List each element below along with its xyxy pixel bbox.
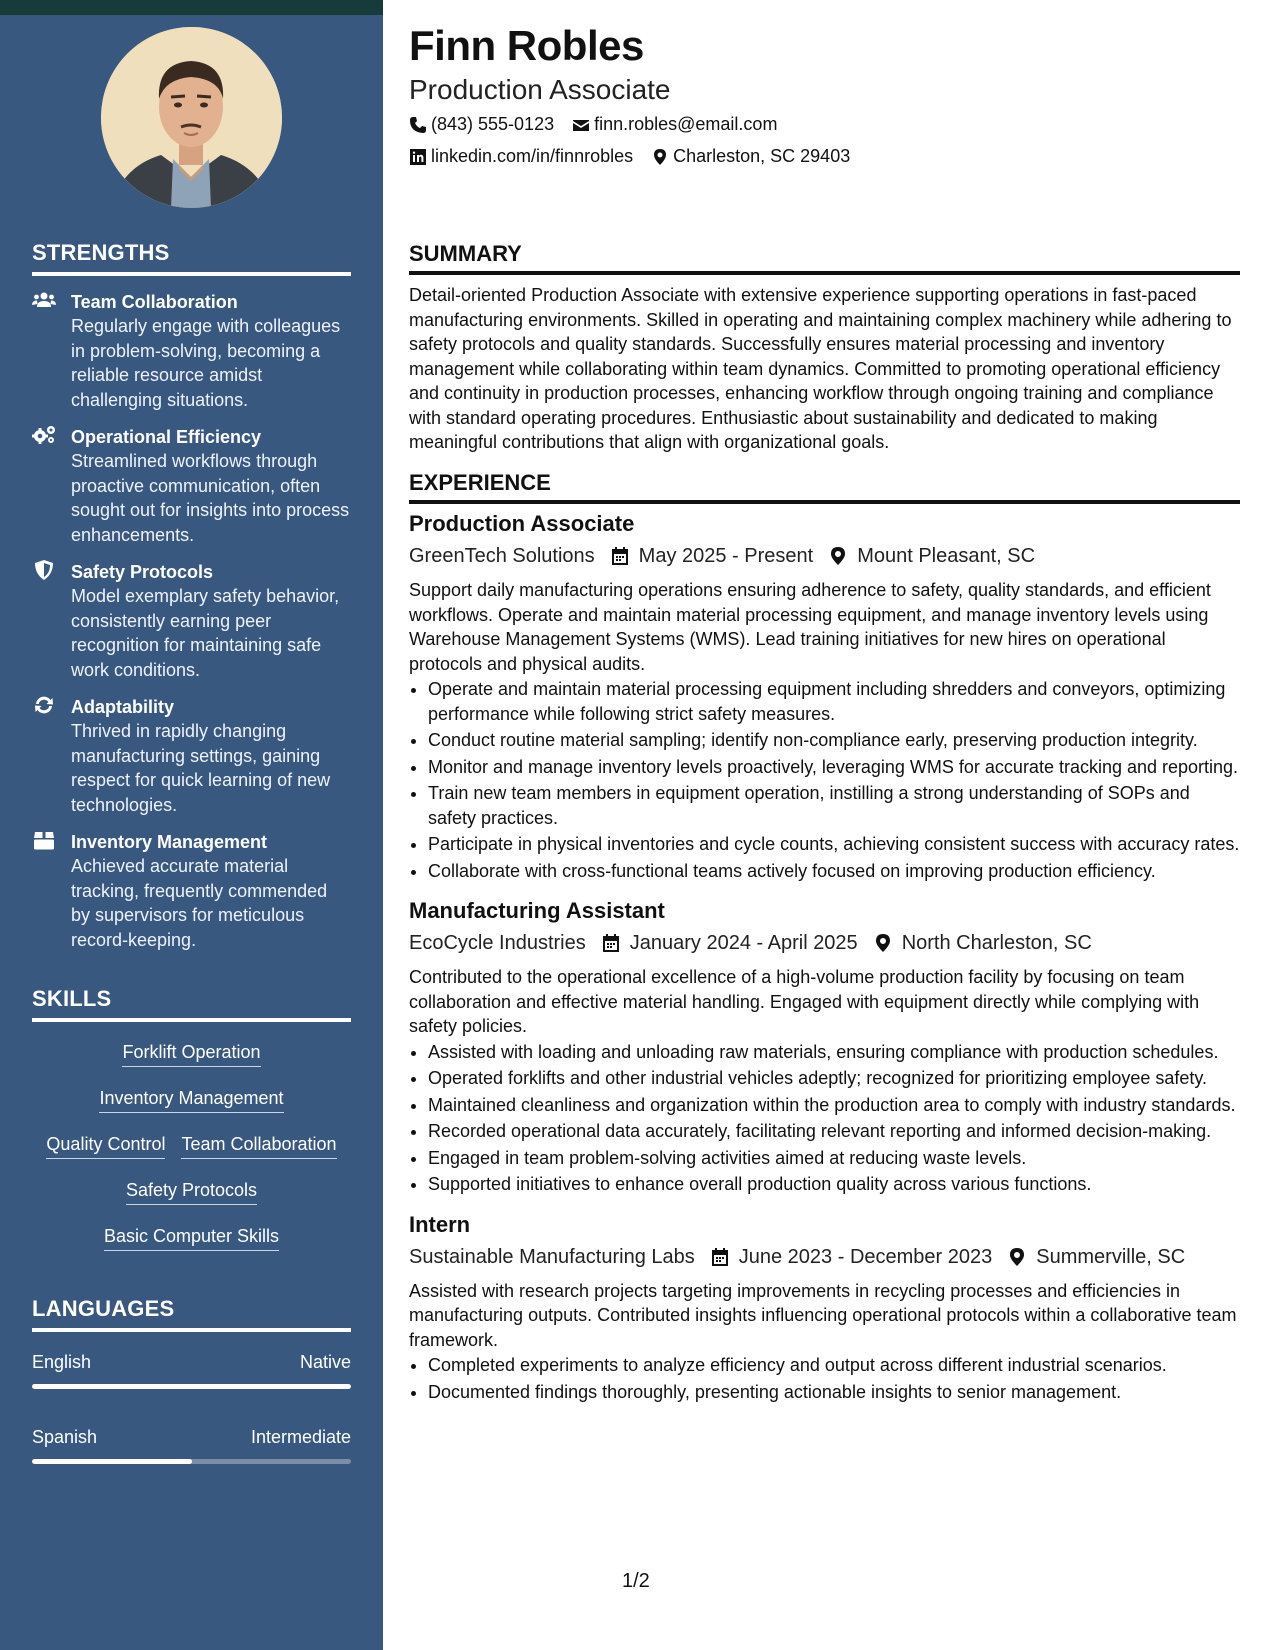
contact-email[interactable]: [572, 114, 777, 135]
strength-item: [32, 830, 351, 952]
map-pin-icon: [1008, 1247, 1026, 1267]
strength-desc: Streamlined workflows through proactive communication, often sought out for insights into process enhancements.: [71, 451, 350, 545]
users-icon: [32, 290, 58, 312]
language-bar-fill: [32, 1384, 351, 1389]
contact-row: [409, 146, 868, 167]
shield-icon: [32, 560, 58, 582]
job-bullet: • Engaged in team problem-solving activities aimed at reducing waste levels.: [428, 1146, 1240, 1171]
job-dates: June 2023 - December 2023: [738, 1245, 993, 1268]
job-bullets: [409, 677, 1240, 883]
job-bullet: • Operated forklifts and other industrial vehicles adeptly; recognized for prioritizing employee safety.: [428, 1066, 1240, 1091]
job-bullet: • Maintained cleanliness and organization within the production area to comply with industry standards.: [428, 1093, 1240, 1118]
box-icon: [32, 830, 58, 852]
strength-title: Inventory Management: [71, 832, 268, 852]
contact-linkedin[interactable]: [409, 146, 633, 167]
skill-tag: Basic Computer Skills: [104, 1224, 279, 1251]
phone-icon: [409, 116, 427, 134]
language-bar: [32, 1384, 351, 1389]
job-bullet: • Completed experiments to analyze efficiency and output across different industrial scenarios.: [428, 1353, 1240, 1378]
job-description: Contributed to the operational excellence of a high-volume production facility by focusing on team collaboration and effective material handling. Engaged with equipment directly while complying with safety policies.: [409, 967, 1200, 1036]
job-company: GreenTech Solutions: [409, 545, 595, 567]
skill-row: [32, 1178, 351, 1224]
strengths-section: [32, 240, 351, 965]
email-text[interactable]: finn.robles@email.com: [594, 114, 778, 134]
job-bullet: • Assisted with loading and unloading raw materials, ensuring compliance with production schedules.: [428, 1040, 1240, 1065]
job-entry: [409, 510, 1240, 883]
linkedin-icon: [409, 148, 427, 166]
summary-heading: SUMMARY: [409, 241, 1240, 275]
job-dates: May 2025 - Present: [638, 545, 814, 567]
location-text: Charleston, SC 29403: [673, 146, 851, 166]
candidate-name: Finn Robles: [409, 22, 644, 69]
strength-title: Operational Efficiency: [71, 427, 262, 447]
strength-item: [32, 560, 351, 682]
envelope-icon: [572, 116, 590, 134]
job-dates: January 2024 - April 2025: [629, 932, 858, 954]
page-number: 1/2: [622, 1570, 650, 1592]
skill-tag: Inventory Management: [99, 1086, 283, 1113]
job-location-wrap: [1008, 1243, 1185, 1271]
skill-row: [32, 1086, 351, 1132]
contact-row: [409, 114, 795, 135]
experience-heading: EXPERIENCE: [409, 470, 1240, 504]
strength-title: Team Collaboration: [71, 292, 238, 312]
job-role: Manufacturing Assistant: [409, 898, 665, 923]
strengths-heading: STRENGTHS: [32, 240, 351, 276]
map-pin-icon: [829, 546, 847, 566]
strength-item: [32, 425, 351, 547]
skill-row: [32, 1224, 351, 1270]
skill-tag: Forklift Operation: [122, 1040, 260, 1067]
language-item: [32, 1425, 351, 1464]
strength-title: Safety Protocols: [71, 562, 214, 582]
job-bullet: • Collaborate with cross-functional teams actively focused on improving production efficiency.: [428, 859, 1240, 884]
job-bullet: • Recorded operational data accurately, facilitating relevant reporting and informed decision-making.: [428, 1119, 1240, 1144]
job-bullet: • Supported initiatives to enhance overall production quality across various functions.: [428, 1172, 1240, 1197]
job-bullets: [409, 1040, 1240, 1197]
map-pin-icon: [651, 148, 669, 166]
job-description: Assisted with research projects targeting improvements in recycling processes and efficiencies in manufacturing outputs. Contributed insights influencing operational protocols within a collaborative team framework.: [409, 1280, 1237, 1350]
job-location-wrap: [874, 929, 1092, 957]
strength-item: [32, 695, 351, 817]
skills-section: [32, 986, 351, 1270]
skill-row: [32, 1040, 351, 1086]
job-location-wrap: [829, 542, 1035, 570]
job-bullet: • Documented findings thoroughly, presenting actionable insights to senior management.: [428, 1380, 1240, 1405]
language-name: English: [32, 1352, 92, 1372]
languages-heading: LANGUAGES: [32, 1296, 351, 1332]
job-meta: [409, 929, 1240, 957]
profile-photo: [101, 27, 282, 208]
job-meta: [409, 1243, 1240, 1271]
job-bullet: • Operate and maintain material processing equipment including shredders and conveyors, optimizing performance while following strict safety measures.: [428, 677, 1240, 726]
gears-icon: [32, 425, 58, 447]
calendar-icon: [711, 1247, 729, 1267]
language-item: [32, 1350, 351, 1389]
job-bullets: [409, 1353, 1240, 1404]
strength-desc: Regularly engage with colleagues in problem-solving, becoming a reliable resource amidst challenging situations.: [71, 316, 341, 410]
candidate-title: Production Associate: [409, 74, 671, 105]
job-meta: [409, 542, 1240, 570]
job-dates-wrap: [711, 1243, 993, 1271]
sidebar: [0, 0, 383, 1650]
calendar-icon: [611, 546, 629, 566]
strength-desc: Model exemplary safety behavior, consistently earning peer recognition for maintaining safe work conditions.: [71, 586, 340, 680]
job-location: North Charleston, SC: [901, 932, 1092, 954]
language-bar-fill: [32, 1459, 192, 1464]
sidebar-top-bar: [0, 0, 383, 15]
job-bullet: • Participate in physical inventories and cycle counts, achieving consistent success with accuracy rates.: [428, 832, 1240, 857]
skill-tag: Quality Control: [46, 1132, 165, 1159]
job-bullet: • Monitor and manage inventory levels proactively, leveraging WMS for accurate tracking and reporting.: [428, 755, 1240, 780]
job-location: Mount Pleasant, SC: [857, 545, 1036, 567]
language-name: Spanish: [32, 1427, 98, 1447]
summary-section: [409, 241, 1240, 455]
job-role: Intern: [409, 1211, 471, 1237]
job-bullet: • Conduct routine material sampling; identify non-compliance early, preserving production integrity.: [428, 728, 1240, 753]
contact-phone: [409, 114, 554, 135]
strength-desc: Achieved accurate material tracking, frequently commended by supervisors for meticulous record-keeping.: [71, 856, 328, 950]
sync-icon: [32, 695, 58, 717]
skill-tag: Team Collaboration: [181, 1132, 336, 1159]
skill-tag: Safety Protocols: [126, 1178, 257, 1205]
skills-list: [32, 1040, 351, 1270]
strength-desc: Thrived in rapidly changing manufacturing settings, gaining respect for quick learning of new technologies.: [71, 721, 331, 815]
job-role: Production Associate: [409, 511, 635, 536]
language-level: Native: [299, 1352, 351, 1372]
job-dates-wrap: [602, 929, 858, 957]
strength-item: [32, 290, 351, 412]
job-bullet: • Train new team members in equipment operation, instilling a strong understanding of SOPs and safety practices.: [428, 781, 1240, 830]
job-entry: [409, 1211, 1240, 1405]
job-company: EcoCycle Industries: [409, 932, 586, 954]
phone-text: (843) 555-0123: [431, 114, 555, 134]
job-description: Support daily manufacturing operations ensuring adherence to safety, quality standards, and efficient workflows. Operate and maintain material processing equipment, and manage inventory levels using Warehouse Management Systems (WMS). Lead training initiatives for new hires on operational protocols and physical audits.: [409, 580, 1211, 674]
job-entry: [409, 897, 1240, 1197]
language-level: Intermediate: [250, 1427, 351, 1447]
contact-location: [651, 146, 850, 167]
job-dates-wrap: [611, 542, 814, 570]
map-pin-icon: [874, 933, 892, 953]
skills-heading: SKILLS: [32, 986, 351, 1022]
linkedin-text[interactable]: linkedin.com/in/finnrobles: [431, 146, 634, 166]
experience-section: [409, 470, 1240, 1418]
languages-section: [32, 1296, 351, 1500]
strength-title: Adaptability: [71, 697, 175, 717]
job-location: Summerville, SC: [1036, 1245, 1186, 1268]
calendar-icon: [602, 933, 620, 953]
job-company: Sustainable Manufacturing Labs: [409, 1245, 695, 1268]
summary-text: Detail-oriented Production Associate with extensive experience supporting operations in fast-paced manufacturing environments. Skilled in operating and maintaining complex machinery while adhering to safety protocols and quality standards. Successfully ensures material processing and inventory management while collaborating within team dynamics. Committed to promoting operational efficiency and continuity in production processes, enhancing workflow through ongoing training and compliance with standard operating procedures. Enthusiastic about sustainability and dedicated to making meaningful contributions that align with organizational goals.: [409, 285, 1232, 452]
language-bar: [32, 1459, 351, 1464]
